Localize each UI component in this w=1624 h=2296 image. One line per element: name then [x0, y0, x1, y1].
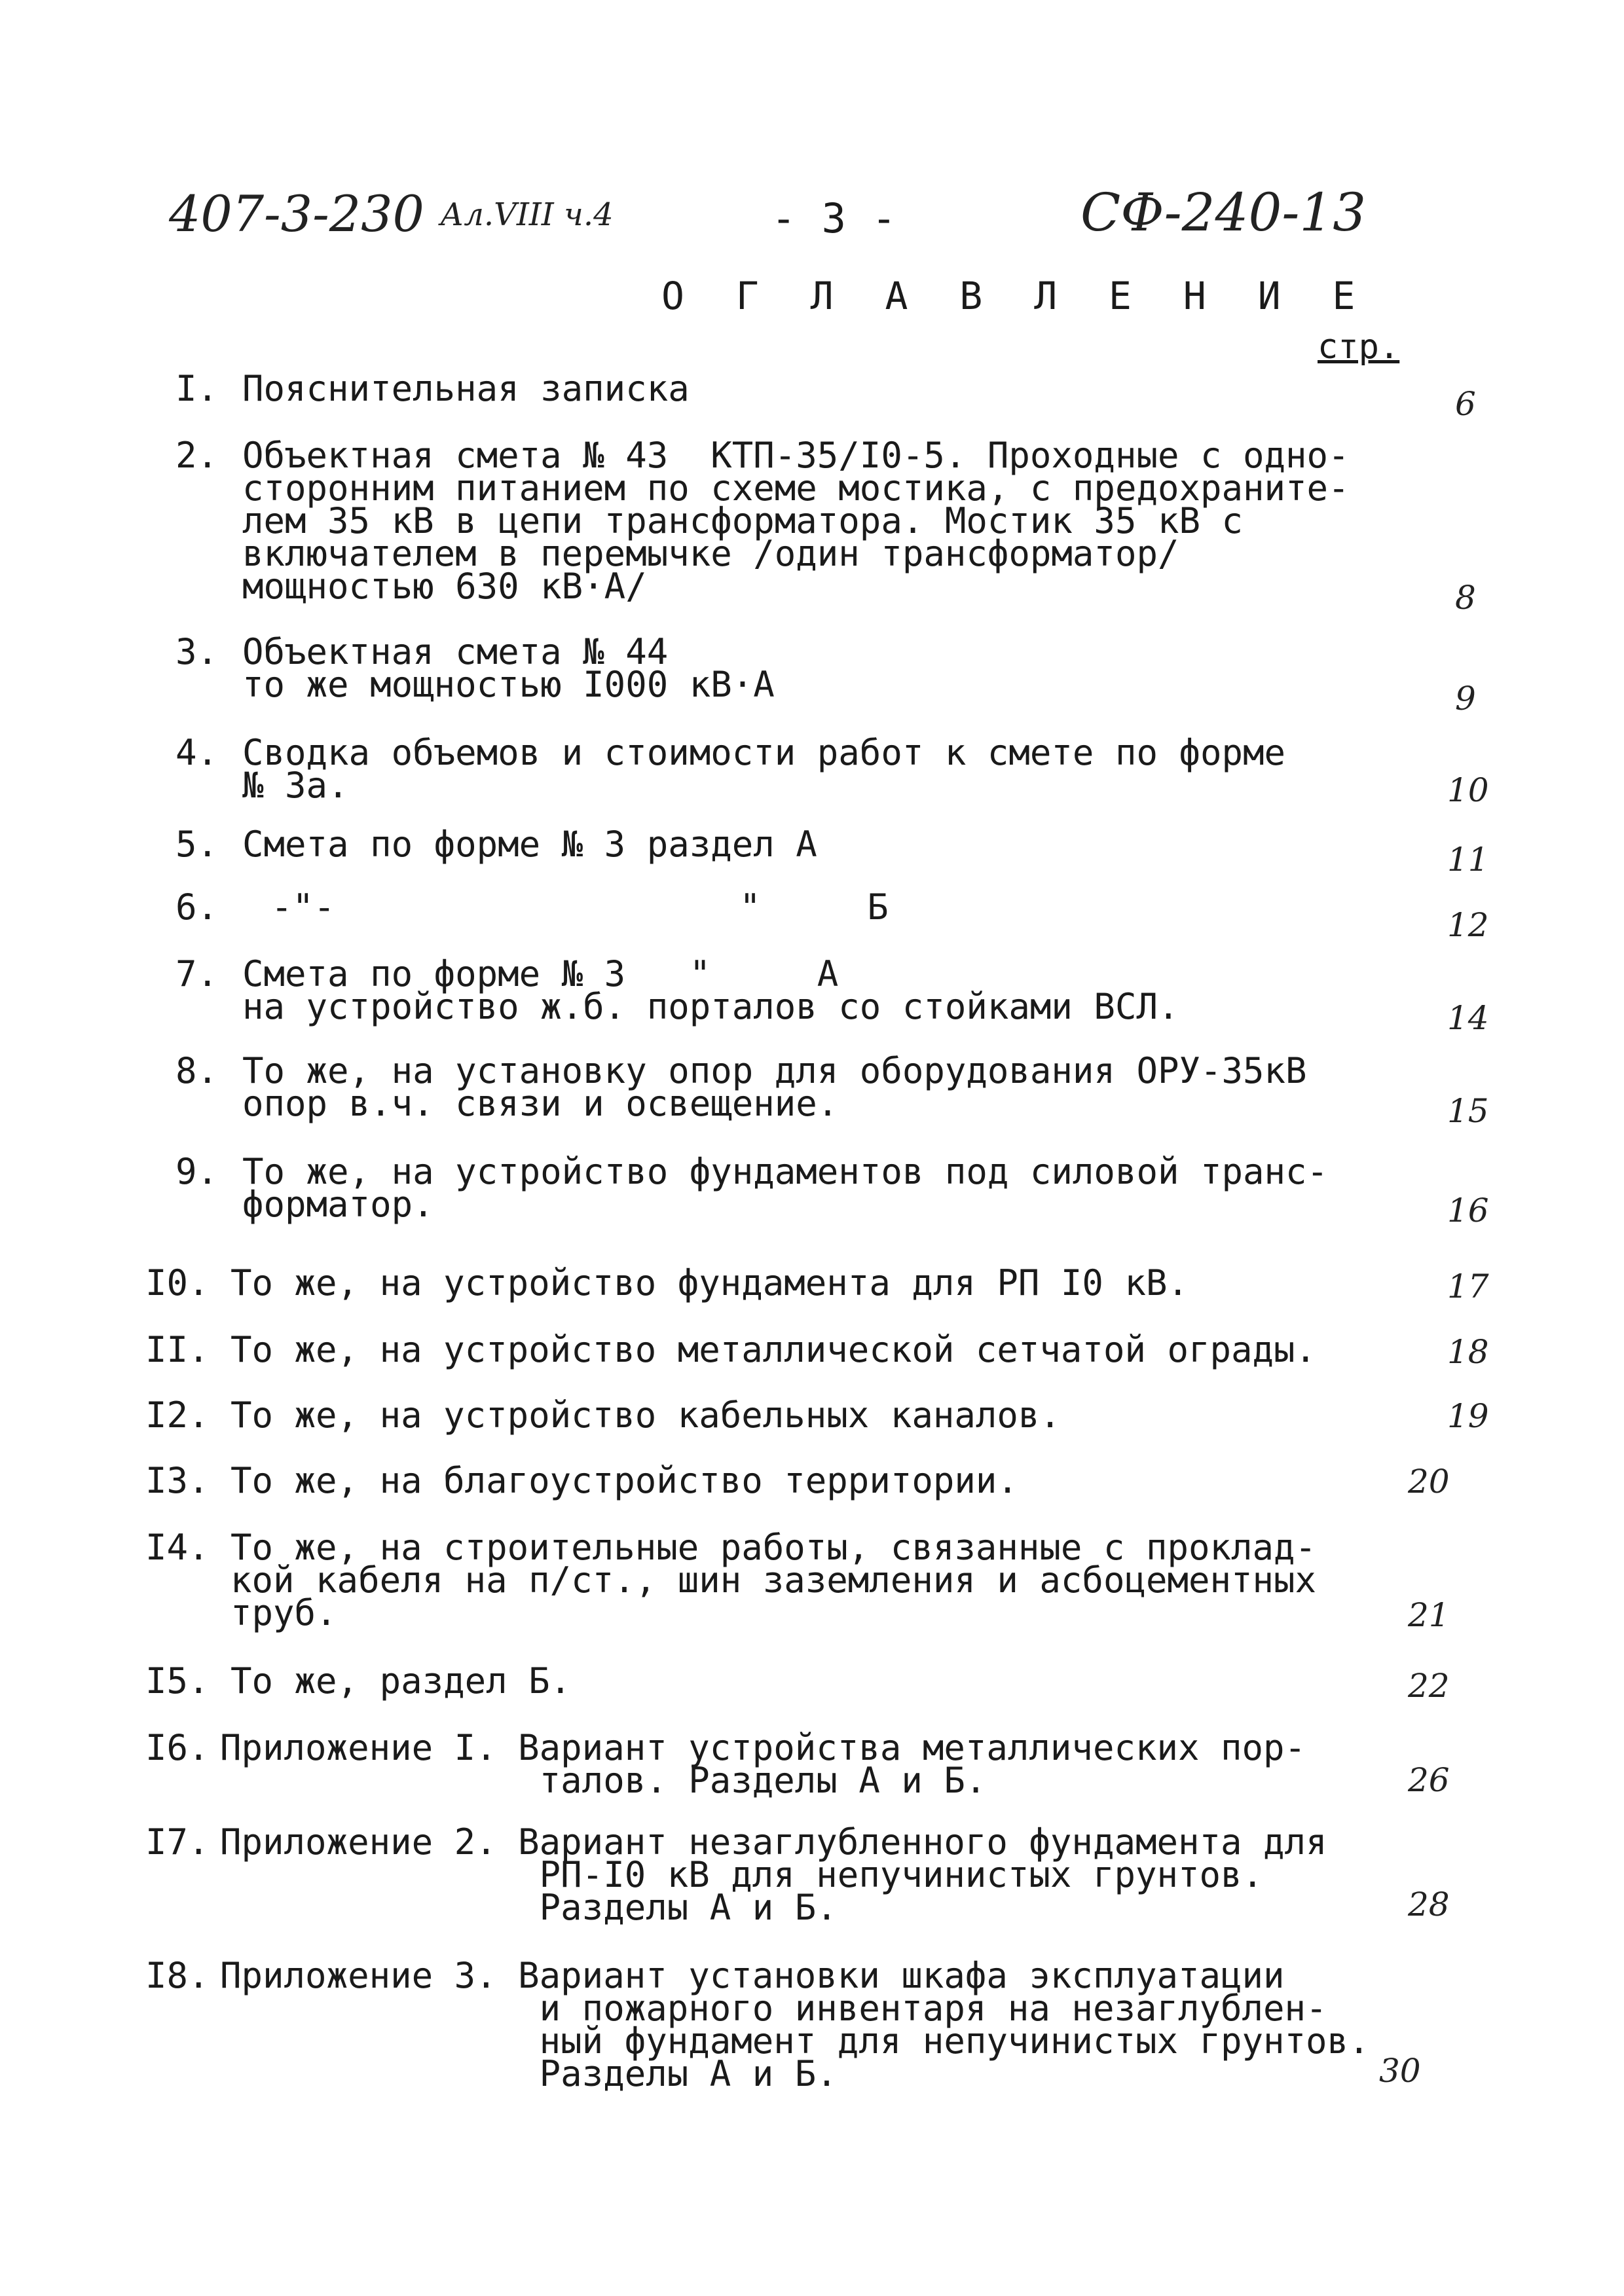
- entry-text: мощностью 630 кВ·А/: [242, 566, 647, 607]
- entry-text: № 3а.: [242, 765, 349, 806]
- entry-text: Пояснительная записка: [242, 368, 690, 409]
- entry-number: 5.: [175, 824, 219, 865]
- entry-page: 26: [1408, 1761, 1450, 1799]
- entry-number: II.: [145, 1329, 210, 1370]
- entry-text: Разделы А и Б.: [220, 1887, 838, 1928]
- entry-text: То же, на устройство фундамента для РП I0 кВ.: [231, 1262, 1189, 1303]
- entry-text: труб.: [231, 1592, 337, 1633]
- entry-text: лем 35 кВ в цепи трансформатора. Мостик 35 кВ с: [242, 500, 1244, 541]
- entry-number: I6.: [145, 1727, 210, 1768]
- entry-number: 8.: [175, 1050, 219, 1091]
- entry-text: То же, на устройство металлической сетчатой ограды.: [231, 1329, 1317, 1370]
- entry-page: 18: [1447, 1333, 1489, 1371]
- entry-page: 21: [1408, 1596, 1450, 1634]
- entry-text: Объектная смета № 43 КТП-35/I0-5. Проходные с одно-: [242, 435, 1350, 476]
- entry-page: 28: [1408, 1886, 1450, 1923]
- entry-text: Приложение 2. Вариант незаглубленного фундамента для: [220, 1821, 1327, 1863]
- page-number: - 3 -: [771, 194, 897, 242]
- entry-number: I.: [175, 368, 219, 409]
- entry-page: 19: [1447, 1397, 1489, 1435]
- entry-text: То же, на установку опор для оборудования ОРУ-35кВ: [242, 1050, 1307, 1091]
- entry-number: 6.: [175, 886, 219, 928]
- entry-page: 16: [1447, 1192, 1489, 1230]
- entry-text: ный фундамент для непучинистых грунтов.: [220, 2020, 1370, 2062]
- entry-text: включателем в перемычке /один трансформатор/: [242, 533, 1179, 574]
- entry-page: 6: [1455, 385, 1476, 423]
- entry-page: 17: [1447, 1267, 1489, 1305]
- entry-page: 12: [1447, 906, 1489, 944]
- entry-text: Сводка объемов и стоимости работ к смете по форме: [242, 732, 1286, 773]
- entry-number: 7.: [175, 953, 219, 994]
- entry-text: То же, на строительные работы, связанные с проклад-: [231, 1527, 1317, 1568]
- entry-number: I5.: [145, 1660, 210, 1702]
- table-of-contents-title: О Г Л А В Л Е Н И Е: [661, 274, 1370, 318]
- entry-text: РП-I0 кВ для непучинистых грунтов.: [220, 1854, 1264, 1895]
- entry-text: сторонним питанием по схеме мостика, с предохраните-: [242, 467, 1350, 509]
- entry-number: 9.: [175, 1151, 219, 1192]
- entry-page: 20: [1408, 1463, 1450, 1501]
- entry-text: То же, раздел Б.: [231, 1660, 572, 1702]
- entry-page: 11: [1447, 841, 1489, 879]
- stamp-code: СФ-240-13: [1080, 182, 1367, 243]
- entry-page: 22: [1408, 1667, 1450, 1705]
- entry-number: 4.: [175, 732, 219, 773]
- entry-number: I7.: [145, 1821, 210, 1863]
- entry-number: I3.: [145, 1460, 210, 1501]
- entry-number: I2.: [145, 1394, 210, 1436]
- entry-text: на устройство ж.б. порталов со стойками ВСЛ.: [242, 986, 1179, 1027]
- entry-text: Смета по форме № 3 раздел А: [242, 824, 817, 865]
- album-mark: Ал.VIII ч.4: [440, 196, 614, 233]
- entry-text: То же, на благоустройство территории.: [231, 1460, 1018, 1501]
- entry-page: 8: [1455, 579, 1476, 617]
- entry-page: 10: [1447, 771, 1489, 809]
- entry-number: 3.: [175, 631, 219, 672]
- entry-number: 2.: [175, 435, 219, 476]
- entry-text: Смета по форме № 3 " А: [242, 953, 839, 994]
- page-column-heading: стр.: [1318, 327, 1400, 367]
- entry-number: I4.: [145, 1527, 210, 1568]
- entry-text: форматор.: [242, 1184, 434, 1225]
- entry-page: 9: [1455, 680, 1476, 718]
- entry-page: 15: [1447, 1092, 1489, 1130]
- entry-number: I0.: [145, 1262, 210, 1303]
- entry-text: опор в.ч. связи и освещение.: [242, 1083, 839, 1124]
- entry-page: 30: [1379, 2052, 1421, 2090]
- entry-text: -"- " Б: [271, 886, 889, 928]
- entry-text: То же, на устройство кабельных каналов.: [231, 1394, 1061, 1436]
- entry-text: то же мощностью I000 кВ·А: [242, 664, 775, 705]
- entry-number: I8.: [145, 1955, 210, 1996]
- entry-text: Объектная смета № 44: [242, 631, 669, 672]
- entry-text: Приложение I. Вариант устройства металлических пор-: [220, 1727, 1306, 1768]
- entry-text: и пожарного инвентаря на незаглублен-: [220, 1988, 1327, 2029]
- entry-text: кой кабеля на п/ст., шин заземления и асбоцементных: [231, 1559, 1317, 1601]
- entry-text: То же, на устройство фундаментов под силовой транс-: [242, 1151, 1329, 1192]
- entry-text: Разделы А и Б.: [220, 2053, 838, 2094]
- entry-text: талов. Разделы А и Б.: [220, 1760, 987, 1801]
- document-code: 407-3-230: [169, 185, 424, 243]
- entry-page: 14: [1447, 999, 1489, 1037]
- entry-text: Приложение 3. Вариант установки шкафа эксплуатации: [220, 1955, 1285, 1996]
